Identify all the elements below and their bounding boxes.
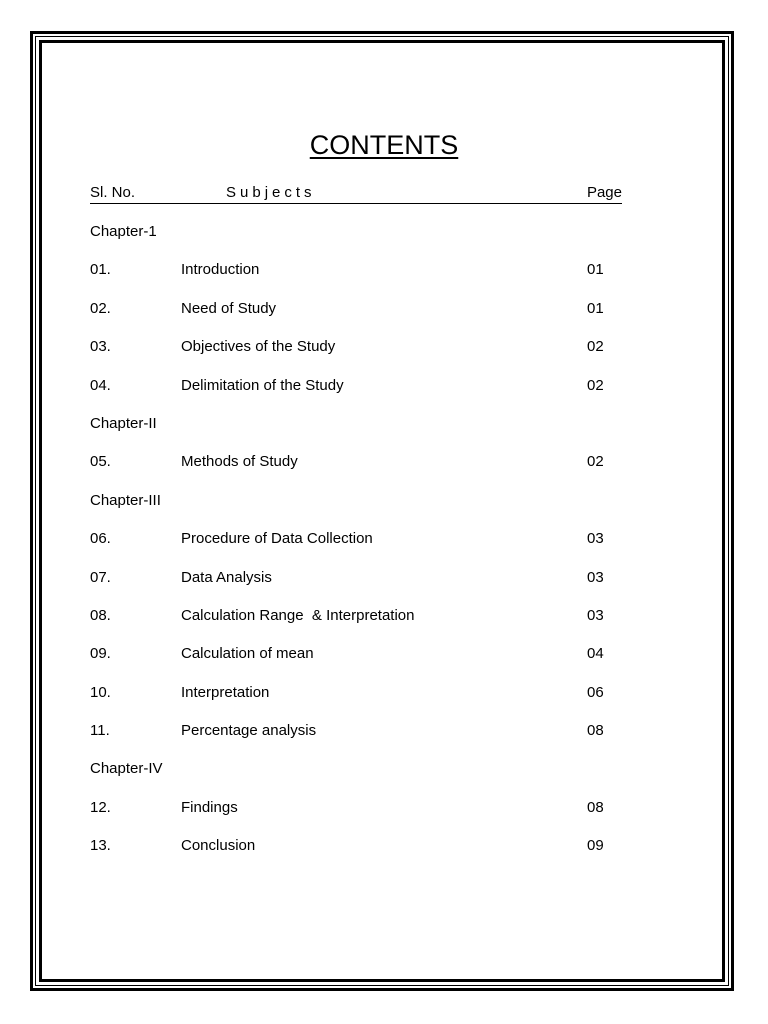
chapter-heading [90, 491, 650, 529]
row-page: 01 [587, 299, 604, 317]
row-subject: Calculation Range & Interpretation [181, 606, 415, 624]
row-page: 02 [587, 376, 604, 394]
contents-row [90, 798, 650, 836]
row-number: 08. [90, 606, 111, 624]
header-sl-no: Sl. No. [90, 184, 136, 201]
row-subject: Objectives of the Study [181, 338, 336, 356]
contents-list [90, 222, 650, 875]
row-number: 11. [90, 722, 110, 740]
row-number: 02. [90, 299, 111, 317]
row-number: 07. [90, 568, 111, 586]
chapter-heading [90, 222, 650, 260]
row-subject: Findings [181, 798, 238, 816]
chapter-label: Chapter-IV [90, 760, 163, 778]
row-subject: Data Analysis [181, 568, 272, 586]
contents-row [90, 376, 650, 414]
row-subject: Procedure of Data Collection [181, 530, 373, 548]
row-subject: Calculation of mean [181, 645, 314, 663]
chapter-label: Chapter-1 [90, 223, 157, 240]
row-number: 05. [90, 453, 111, 471]
contents-row [90, 836, 650, 874]
chapter-label: Chapter-II [90, 414, 157, 432]
chapter-label: Chapter-III [90, 491, 161, 509]
row-page: 06 [587, 683, 604, 701]
contents-row [90, 452, 650, 490]
chapter-heading [90, 759, 650, 797]
row-number: 09. [90, 645, 111, 663]
contents-row [90, 337, 650, 375]
row-subject: Methods of Study [181, 453, 298, 471]
row-subject: Introduction [181, 261, 260, 279]
page-title [0, 128, 768, 162]
chapter-heading [90, 414, 650, 452]
contents-row [90, 644, 650, 682]
row-number: 06. [90, 530, 111, 548]
contents-row [90, 529, 650, 567]
row-page: 03 [587, 530, 604, 548]
row-subject: Interpretation [181, 683, 270, 701]
row-subject: Need of Study [181, 299, 277, 317]
row-page: 02 [587, 338, 604, 356]
row-number: 12. [90, 798, 111, 816]
contents-row [90, 606, 650, 644]
row-page: 01 [587, 261, 604, 279]
page-title-text: CONTENTS [309, 130, 459, 160]
contents-row [90, 260, 650, 298]
row-page: 08 [587, 722, 604, 740]
row-number: 01. [90, 261, 111, 279]
header-page: Page [586, 184, 622, 201]
row-page: 03 [587, 568, 604, 586]
row-number: 10. [90, 683, 111, 701]
row-page: 02 [587, 453, 604, 471]
row-page: 09 [587, 837, 604, 855]
row-number: 03. [90, 338, 111, 356]
contents-row [90, 299, 650, 337]
contents-row [90, 721, 650, 759]
header-subjects: Subjects [226, 184, 316, 201]
row-page: 03 [587, 606, 604, 624]
row-page: 04 [587, 645, 604, 663]
row-number: 13. [90, 837, 111, 855]
row-page: 08 [587, 798, 604, 816]
row-subject: Delimitation of the Study [181, 376, 344, 394]
row-subject: Percentage analysis [181, 722, 317, 740]
row-subject: Conclusion [181, 837, 256, 855]
row-number: 04. [90, 376, 111, 394]
contents-row [90, 683, 650, 721]
contents-row [90, 568, 650, 606]
contents-header [90, 183, 622, 204]
